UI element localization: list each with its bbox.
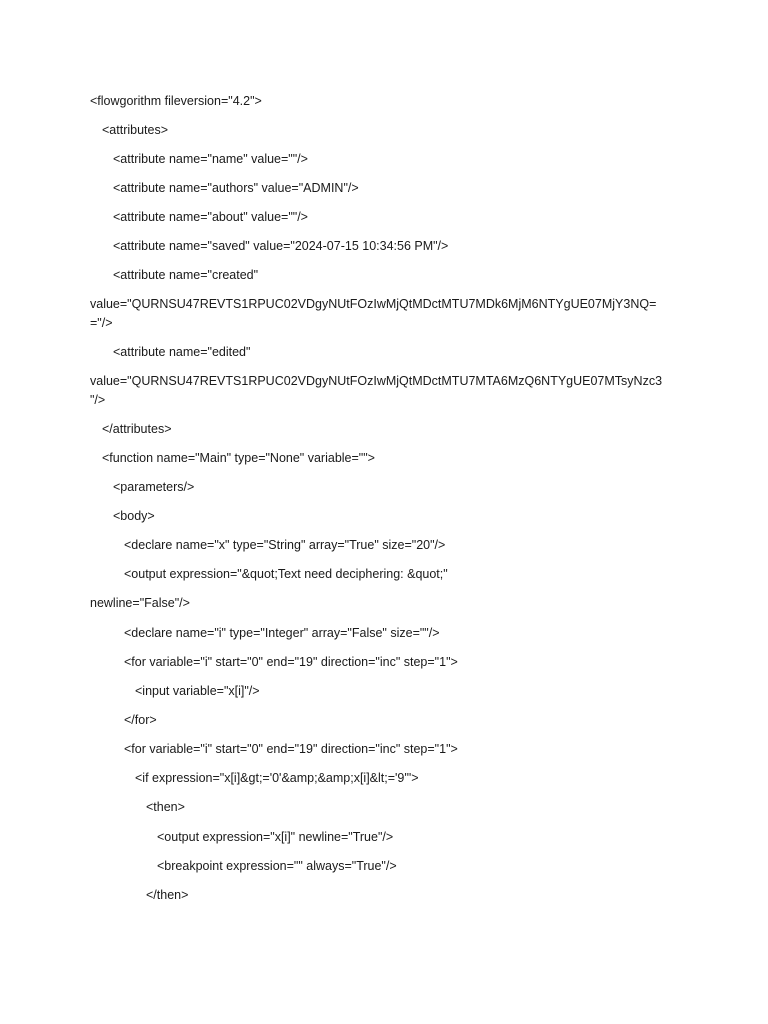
text-line: <flowgorithm fileversion="4.2"> — [90, 94, 262, 108]
text-line: ="/> — [90, 316, 113, 330]
text-line: <breakpoint expression="" always="True"/> — [157, 859, 397, 873]
text-line: <output expression="&quot;Text need deciphering: &quot;" — [124, 567, 448, 581]
text-line: <attribute name="authors" value="ADMIN"/> — [113, 181, 359, 195]
text-line: <then> — [146, 800, 185, 814]
text-line: <attribute name="created" — [113, 268, 259, 282]
text-line: <output expression="x[i]" newline="True"/> — [157, 830, 394, 844]
text-line: <for variable="i" start="0" end="19" direction="inc" step="1"> — [124, 742, 458, 756]
text-line: <attribute name="about" value=""/> — [113, 210, 308, 224]
text-line: <if expression="x[i]&gt;='0'&amp;&amp;x[i]&lt;='9'"> — [135, 771, 419, 785]
text-line: <declare name="x" type="String" array="True" size="20"/> — [124, 538, 446, 552]
text-line: <input variable="x[i]"/> — [135, 684, 260, 698]
text-line: <attribute name="saved" value="2024-07-15 10:34:56 PM"/> — [113, 239, 449, 253]
text-line: newline="False"/> — [90, 596, 190, 610]
text-line: value="QURNSU47REVTS1RPUC02VDgyNUtFOzIwMjQtMDctMTU7MDk6MjM6NTYgUE07MjY3NQ= — [90, 297, 657, 311]
text-line: <for variable="i" start="0" end="19" direction="inc" step="1"> — [124, 655, 458, 669]
text-line: <declare name="i" type="Integer" array="False" size=""/> — [124, 626, 440, 640]
text-line: <attribute name="edited" — [113, 345, 251, 359]
text-line: </for> — [124, 713, 157, 727]
text-line: <attribute name="name" value=""/> — [113, 152, 308, 166]
text-line: </attributes> — [102, 422, 172, 436]
text-line: <attributes> — [102, 123, 169, 137]
text-line: <function name="Main" type="None" variable=""> — [102, 451, 375, 465]
text-line: value="QURNSU47REVTS1RPUC02VDgyNUtFOzIwMjQtMDctMTU7MTA6MzQ6NTYgUE07MTsyNzc3 — [90, 374, 663, 388]
text-line: <body> — [113, 509, 155, 523]
text-line: </then> — [146, 888, 189, 902]
text-line: "/> — [90, 393, 106, 407]
text-line: <parameters/> — [113, 480, 195, 494]
